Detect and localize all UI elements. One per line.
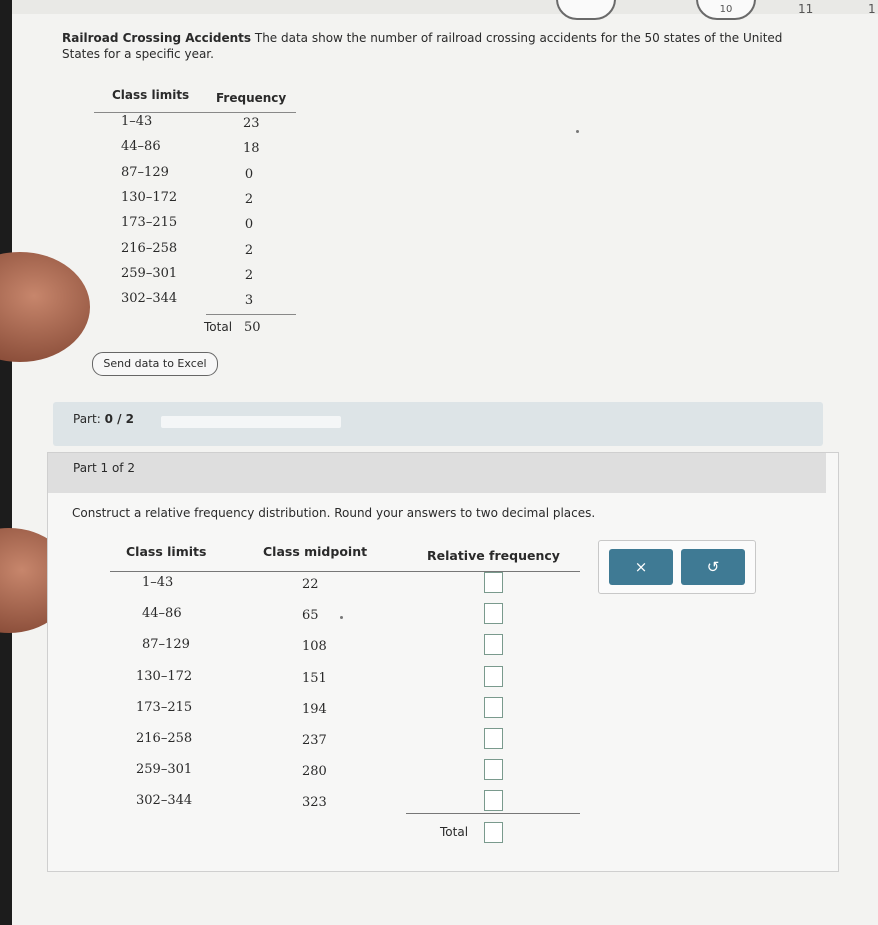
part-progress-label: Part: 0 / 2 xyxy=(73,412,134,426)
page-number-1[interactable]: 1 xyxy=(868,2,876,16)
table-row xyxy=(110,731,580,762)
problem-text: The data show the number of railroad crossing accidents for the 50 states of the United States for a specific year. xyxy=(62,31,783,61)
class-limits-cell: 173–215 xyxy=(136,699,193,715)
table-row xyxy=(94,114,296,139)
class-limits-cell: 259–301 xyxy=(136,762,193,778)
col-class-midpoint: Class midpoint xyxy=(263,544,368,559)
frequency-cell: 0 xyxy=(244,217,254,233)
class-limits-cell: 1–43 xyxy=(142,575,174,590)
col-class-limits: Class limits xyxy=(112,88,190,102)
relative-frequency-input[interactable] xyxy=(484,728,503,749)
class-limits-cell: 130–172 xyxy=(121,189,178,205)
table-row xyxy=(110,793,580,824)
instruction-text: Construct a relative frequency distribution. Round your answers to two decimal places. xyxy=(72,506,596,520)
total-relative-frequency-input[interactable] xyxy=(484,822,503,843)
class-midpoint-cell: 151 xyxy=(302,670,327,686)
screen-speck xyxy=(576,130,579,133)
class-limits-cell: 87–129 xyxy=(142,637,190,653)
table-row xyxy=(110,700,580,731)
class-midpoint-cell: 280 xyxy=(302,764,327,780)
table-row xyxy=(110,575,580,606)
table-row xyxy=(94,139,296,164)
table-row xyxy=(94,291,296,316)
frequency-cell: 18 xyxy=(243,141,260,157)
class-midpoint-cell: 65 xyxy=(302,608,319,624)
undo-button[interactable] xyxy=(681,549,745,585)
progress-track xyxy=(161,416,341,428)
frequency-cell: 23 xyxy=(243,116,260,131)
relative-frequency-input[interactable] xyxy=(484,759,503,780)
total-rule xyxy=(206,314,296,315)
undo-icon: ↺ xyxy=(706,558,720,576)
table-row xyxy=(110,762,580,793)
finger-upper xyxy=(0,252,90,362)
total-label: Total xyxy=(440,825,469,839)
page-tab-pill-10[interactable] xyxy=(696,0,756,20)
frequency-cell: 2 xyxy=(244,267,254,283)
class-midpoint-cell: 194 xyxy=(302,701,327,717)
page-tab-pill[interactable] xyxy=(556,0,616,20)
class-limits-cell: 173–215 xyxy=(121,215,178,231)
class-limits-cell: 44–86 xyxy=(121,139,161,155)
frequency-cell: 0 xyxy=(244,166,254,182)
relative-frequency-input[interactable] xyxy=(484,634,503,655)
class-limits-cell: 130–172 xyxy=(136,668,193,684)
page-number-11[interactable]: 11 xyxy=(798,2,814,16)
part-progress-bar xyxy=(53,402,823,446)
col-relative-frequency: Relative frequency xyxy=(427,548,560,563)
class-limits-cell: 44–86 xyxy=(142,606,182,622)
problem-title: Railroad Crossing Accidents xyxy=(62,31,252,45)
table-row xyxy=(94,241,296,266)
frequency-table-header xyxy=(94,82,296,113)
class-limits-cell: 87–129 xyxy=(121,164,169,180)
screen-edge xyxy=(0,0,12,925)
clear-button[interactable] xyxy=(609,549,673,585)
relative-frequency-input[interactable] xyxy=(484,603,503,624)
class-limits-cell: 1–43 xyxy=(121,114,153,129)
problem-statement xyxy=(62,30,802,62)
relative-table-header xyxy=(110,538,580,572)
table-row xyxy=(110,637,580,668)
class-limits-cell: 302–344 xyxy=(121,291,178,307)
screen-speck xyxy=(340,616,343,619)
relative-frequency-input[interactable] xyxy=(484,697,503,718)
frequency-cell: 2 xyxy=(244,191,254,207)
answer-tools xyxy=(598,540,756,594)
class-limits-cell: 259–301 xyxy=(121,265,178,281)
class-limits-cell: 216–258 xyxy=(121,240,178,256)
send-to-excel-button[interactable]: Send data to Excel xyxy=(92,352,218,376)
total-rule xyxy=(406,813,580,814)
frequency-cell: 3 xyxy=(244,293,254,309)
table-row xyxy=(94,215,296,240)
part-1-heading: Part 1 of 2 xyxy=(73,461,135,475)
relative-frequency-input[interactable] xyxy=(484,666,503,687)
class-midpoint-cell: 323 xyxy=(302,795,327,811)
relative-frequency-input[interactable] xyxy=(484,572,503,593)
frequency-cell: 2 xyxy=(244,242,254,258)
col-class-limits: Class limits xyxy=(126,544,207,559)
relative-frequency-input[interactable] xyxy=(484,790,503,811)
total-value: 50 xyxy=(244,320,261,335)
table-row xyxy=(94,165,296,190)
close-icon: × xyxy=(634,558,648,576)
class-midpoint-cell: 108 xyxy=(302,639,327,655)
table-row xyxy=(94,190,296,215)
table-row xyxy=(94,266,296,291)
class-limits-cell: 302–344 xyxy=(136,793,193,809)
pill-label: 10 xyxy=(719,4,733,15)
total-label: Total xyxy=(204,320,233,334)
table-row xyxy=(110,606,580,637)
col-frequency: Frequency xyxy=(216,91,287,105)
class-limits-cell: 216–258 xyxy=(136,731,193,746)
table-row xyxy=(110,669,580,700)
class-midpoint-cell: 22 xyxy=(302,577,319,592)
part-1-header xyxy=(48,453,826,493)
class-midpoint-cell: 237 xyxy=(302,733,327,748)
